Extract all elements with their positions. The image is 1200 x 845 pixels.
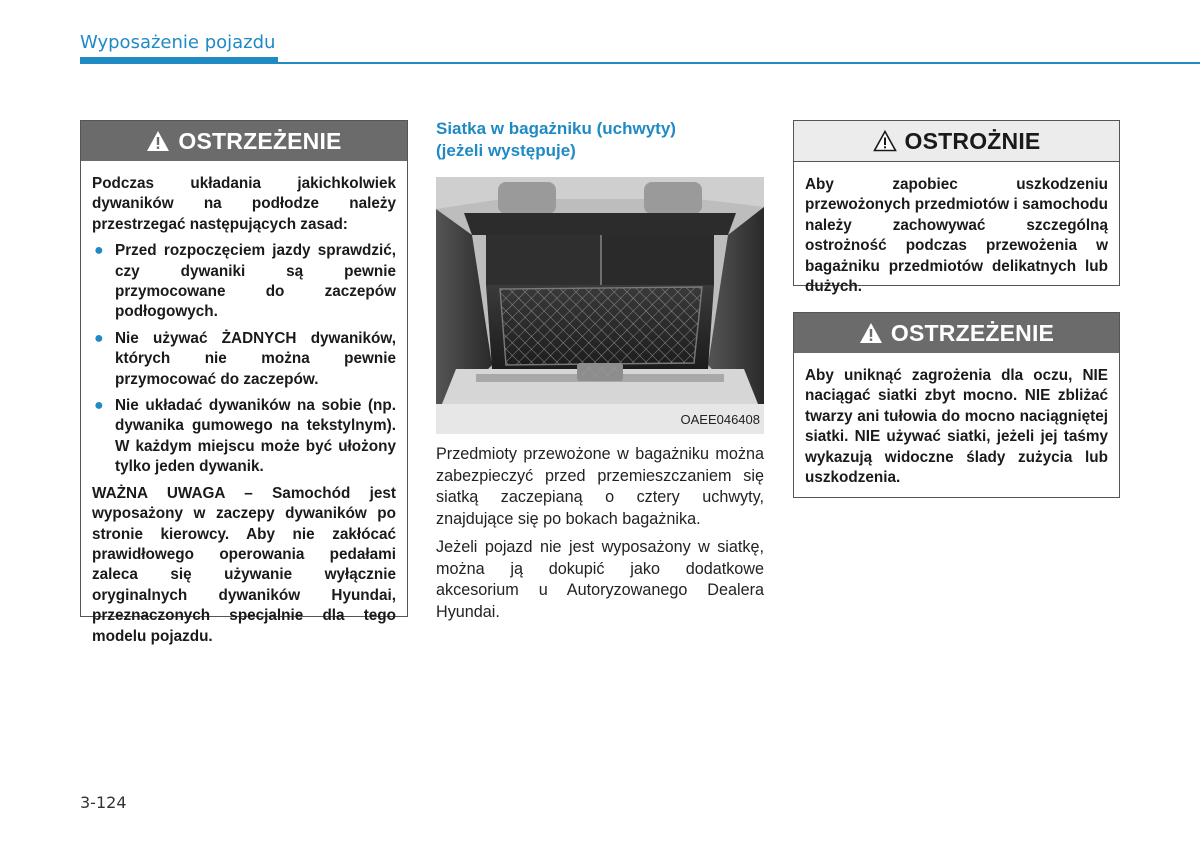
list-item: ● Przed rozpoczęciem jazdy sprawdzić, czy dywaniki są pewnie przymocowane do zaczepów podłogowych. (94, 242, 396, 321)
cargo-net-photo (436, 177, 764, 404)
header-rule (80, 62, 1200, 64)
list-item: ● Nie używać ŻADNYCH dywaników, których nie można pewnie przymocować do zaczepów. (94, 329, 396, 388)
warning-box-header (794, 313, 1119, 353)
bullet-dot-icon: ● (94, 242, 104, 260)
warning-intro: Podczas układania jakichkolwiek dywaników na podłodze należy przestrzegać następujących zasad: (92, 175, 396, 233)
warning-box-body (81, 161, 407, 661)
paragraph-1: Przedmioty przewożone w bagażniku można zabezpieczyć przed przemieszczaniem się siatką zaczepianą o cztery uchwyty, znajdujące się po bokach bagażnika. (436, 445, 764, 528)
bullet-dot-icon: ● (94, 329, 104, 347)
warning-box-title: OSTRZEŻENIE (890, 319, 1055, 346)
warning-triangle-icon (146, 130, 170, 152)
warning-box-floor-mats (80, 120, 408, 645)
cargo-net-description (436, 444, 764, 630)
warning-box-body: Aby uniknąć zagrożenia dla oczu, NIE naciągać siatki zbyt mocno. NIE zbliżać twarzy ani tułowia do mocno naciągniętej siatki. NIE używać siatki, jeżeli jej taśmy wykazują widoczne ślady zużycia lub uszkodzenia. (805, 367, 1108, 487)
section-title-cargo-net: Siatka w bagażniku (uchwyty) (jeżeli występuje) (436, 119, 676, 160)
section-header-title: Wyposażenie pojazdu (80, 32, 276, 53)
page-number: 3-124 (80, 793, 127, 812)
caution-box-body: Aby zapobiec uszkodzeniu przewożonych przedmiotów i samochodu należy zachowywać szczególną ostrożność podczas przewożenia w bagażniku przedmiotów delikatnych lub dużych. (805, 176, 1108, 296)
warning-box-title: OSTRZEŻENIE (178, 127, 342, 154)
caution-box-header (794, 121, 1119, 162)
bullet-dot-icon: ● (94, 397, 104, 415)
image-reference-code: OAEE046408 (436, 404, 764, 434)
warning-box-header (81, 121, 407, 161)
important-note: WAŻNA UWAGA – Samochód jest wyposażony w zaczepy dywaników po stronie kierowcy. Aby nie zakłócać prawidłowego operowania pedałami zaleca się używanie wyłącznie oryginalnych dywaników Hyundai, przeznaczonych specjalnie dla tego modelu pojazdu. (92, 484, 396, 645)
list-item: ● Nie układać dywaników na sobie (np. dywanika gumowego na tekstylnym). W każdym miejscu może być ułożony tylko jeden dywanik. (94, 397, 396, 476)
warning-box-cargo-net (793, 312, 1120, 498)
caution-triangle-icon (873, 130, 897, 152)
paragraph-2: Jeżeli pojazd nie jest wyposażony w siatkę, można ją dokupić jako dodatkowe akcesorium u Autoryzowanego Dealera Hyundai. (436, 538, 764, 621)
caution-box-title: OSTROŻNIE (904, 127, 1041, 154)
warning-triangle-icon (859, 322, 883, 344)
warning-bullet-list (92, 241, 396, 477)
caution-box (793, 120, 1120, 296)
